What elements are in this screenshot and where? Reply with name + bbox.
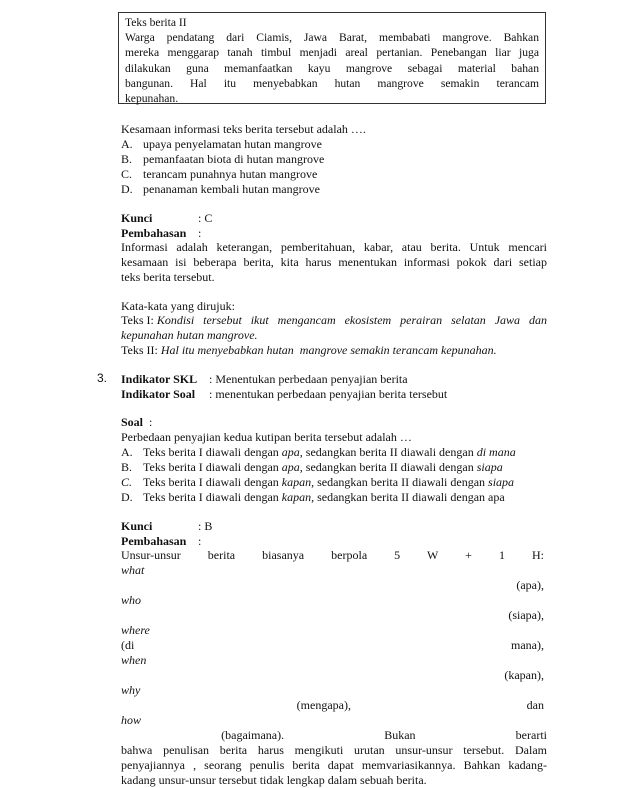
reference-label: Kata-kata yang dirujuk: (121, 299, 235, 313)
indicator-skl-label: Indikator SKL (121, 372, 198, 386)
question-number: 3. (97, 371, 108, 385)
text-run: (mengapa), dan (121, 698, 547, 712)
discussion-label: Pembahasan (121, 534, 187, 548)
option-d (121, 490, 505, 505)
question-text: Perbedaan penyajian kedua kutipan berita tersebut adalah … (121, 430, 412, 444)
answer-key-label: Kunci (121, 211, 153, 225)
text-run-italic: where (121, 623, 150, 637)
news-box-line: bangunan. Hal itu menyebabkan hutan mangrove semakin terancam (125, 76, 539, 90)
news-box-title: Teks berita II (125, 16, 187, 29)
option-text: sedangkan berita II diawali dengan apa (314, 490, 505, 504)
option-c (121, 167, 317, 182)
option-italic: siapa (488, 475, 515, 489)
text-run: (bagaimana). Bukan berarti (121, 728, 547, 742)
option-text: Teks berita I diawali dengan (143, 460, 282, 474)
discussion-line: kadang unsur-unsur tersebut tidak lengkap dalam sebuah berita. (121, 773, 427, 787)
option-letter: D. (121, 182, 133, 196)
option-text: Teks berita I diawali dengan (143, 445, 282, 459)
reference-text-1 (121, 313, 547, 328)
answer-key-value: : C (198, 211, 213, 225)
discussion-paragraph (121, 548, 547, 788)
option-c (121, 475, 514, 490)
option-letter: C. (121, 167, 133, 181)
indicator-skl-value: : Menentukan perbedaan penyajian berita (209, 372, 408, 386)
option-letter: A. (121, 137, 133, 151)
news-box-line: kepunahan. (125, 92, 179, 106)
option-italic: di mana (476, 445, 516, 459)
discussion-paragraph (121, 240, 547, 285)
option-letter: C. (121, 475, 133, 489)
text-run: (apa), (121, 578, 547, 592)
discussion-line: penyajiannya , seorang penulis berita dapat memvariasikannya. Bahkan kadang- (121, 758, 547, 772)
reference-prefix: Teks I: (121, 313, 157, 327)
question-text: Kesamaan informasi teks berita tersebut adalah …. (121, 122, 366, 136)
text-run-italic: who (121, 593, 142, 607)
option-letter: D. (121, 490, 133, 504)
discussion-line: kesamaan isi beberapa berita, kita harus menentukan informasi pokok dari setiap (121, 255, 547, 269)
option-text: penanaman kembali hutan mangrove (143, 182, 320, 196)
indicator-soal-value: : menentukan perbedaan penyajian berita tersebut (209, 387, 448, 401)
discussion-line (121, 548, 547, 638)
discussion-line: teks berita tersebut. (121, 270, 215, 284)
news-box-line: mereka menggarap tanah timbul menjadi areal pertanian. Penebangan liar juga (125, 46, 539, 60)
option-text: Teks berita I diawali dengan (143, 490, 282, 504)
answer-key (121, 519, 212, 534)
indicator-skl (121, 372, 408, 387)
option-italic: kapan, (281, 490, 315, 504)
soal-heading (121, 415, 152, 430)
indicator-soal-label: Indikator Soal (121, 387, 196, 401)
news-box-line: dilakukan guna memanfaatkan kayu mangrove sebagai material bahan (125, 61, 539, 75)
discussion-heading (121, 534, 201, 549)
text-run-italic: how (121, 713, 142, 727)
text-run-italic: why (121, 683, 141, 697)
option-a (121, 137, 322, 152)
text-run: (di mana), (121, 638, 547, 652)
discussion-line: bahwa penulisan berita harus mengikuti urutan unsur-unsur tersebut. Dalam (121, 743, 547, 757)
option-italic: apa, (281, 460, 303, 474)
option-d (121, 182, 320, 197)
reference-prefix: Teks II: (121, 343, 161, 357)
news-box-line: Warga pendatang dari Ciamis, Jawa Barat, membabati mangrove. Bahkan (125, 31, 539, 45)
option-text: terancam punahnya hutan mangrove (143, 167, 318, 181)
text-run-italic: what (121, 563, 145, 577)
reference-text-2 (121, 343, 497, 358)
option-italic: kapan, (281, 475, 315, 489)
discussion-colon: : (198, 534, 202, 548)
text-run: (siapa), (121, 608, 547, 622)
option-text: sedangkan berita II diawali dengan (302, 460, 477, 474)
discussion-line (121, 638, 547, 743)
reference-quote-cont: kepunahan hutan mangrove. (121, 328, 258, 342)
option-letter: B. (121, 460, 133, 474)
option-letter: B. (121, 152, 133, 166)
discussion-label: Pembahasan (121, 226, 187, 240)
discussion-heading (121, 226, 201, 241)
text-run: (kapan), (121, 668, 547, 682)
option-italic: siapa (476, 460, 503, 474)
soal-colon: : (149, 415, 153, 429)
text-run-italic: when (121, 653, 147, 667)
news-text-box (118, 12, 546, 104)
option-text: sedangkan berita II diawali dengan (314, 475, 489, 489)
indicator-soal (121, 387, 447, 402)
discussion-colon: : (198, 226, 202, 240)
option-b (121, 460, 503, 475)
option-text: Teks berita I diawali dengan (143, 475, 282, 489)
reference-quote: Hal itu menyebabkan hutan mangrove semakin terancam kepunahan. (160, 343, 497, 357)
reference-quote: Kondisi tersebut ikut mengancam ekosistem perairan selatan Jawa dan (156, 313, 547, 327)
option-italic: apa, (281, 445, 303, 459)
option-b (121, 152, 324, 167)
answer-key (121, 211, 212, 226)
option-text: upaya penyelamatan hutan mangrove (143, 137, 322, 151)
option-a (121, 445, 516, 460)
text-run: Unsur-unsur berita biasanya berpola 5 W + 1 H: (121, 548, 547, 562)
option-text: pemanfaatan biota di hutan mangrove (143, 152, 325, 166)
answer-key-value: : B (198, 519, 213, 533)
answer-key-label: Kunci (121, 519, 153, 533)
discussion-line: Informasi adalah keterangan, pemberitahuan, kabar, atau berita. Untuk mencari (121, 240, 547, 254)
soal-label: Soal (121, 415, 144, 429)
option-text: sedangkan berita II diawali dengan (302, 445, 477, 459)
option-letter: A. (121, 445, 133, 459)
